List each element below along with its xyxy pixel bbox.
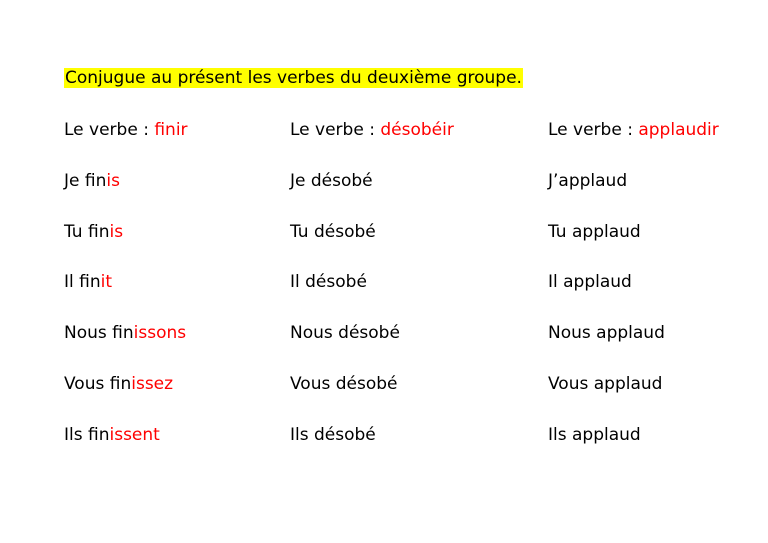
conjugation-row: Vous désobé bbox=[290, 373, 398, 394]
verb-name: désobéir bbox=[380, 120, 454, 140]
verb-ending: issez bbox=[131, 373, 174, 394]
column-desobeir bbox=[290, 118, 510, 474]
verb-ending: is bbox=[106, 170, 120, 191]
verb-name: applaudir bbox=[638, 120, 719, 140]
conjugation-row: Ils désobé bbox=[290, 424, 376, 445]
conjugation-row: Il applaud bbox=[548, 272, 632, 293]
verb-ending: it bbox=[100, 272, 113, 293]
pronoun: Nous bbox=[64, 323, 113, 344]
column-finir bbox=[64, 118, 284, 474]
verb-stem: fin bbox=[88, 424, 110, 445]
exercise-title bbox=[64, 66, 523, 90]
conjugation-row bbox=[64, 169, 284, 220]
conjugation-row: Vous applaud bbox=[548, 373, 663, 394]
pronoun: Ils bbox=[64, 424, 88, 445]
conjugation-row: Il désobé bbox=[290, 272, 367, 293]
conjugation-row bbox=[64, 270, 284, 321]
verb-header-desobeir bbox=[290, 118, 510, 169]
conjugation-row: Nous désobé bbox=[290, 323, 400, 344]
verb-ending: is bbox=[109, 221, 124, 242]
pronoun: Il bbox=[64, 272, 80, 293]
conjugation-row: Je désobé bbox=[290, 170, 373, 191]
verb-header-finir bbox=[64, 118, 284, 169]
verb-stem: fin bbox=[79, 272, 101, 293]
conjugation-row: Tu désobé bbox=[290, 221, 376, 242]
verb-stem: fin bbox=[84, 170, 107, 191]
pronoun: Tu bbox=[64, 221, 88, 242]
conjugation-row: Tu applaud bbox=[548, 221, 641, 242]
conjugation-row bbox=[64, 321, 284, 372]
conjugation-row: Nous applaud bbox=[548, 323, 665, 344]
conjugation-row: Ils applaud bbox=[548, 424, 641, 445]
verb-name: finir bbox=[154, 120, 188, 140]
pronoun: Je bbox=[64, 170, 85, 191]
verb-header-applaudir bbox=[548, 118, 768, 169]
exercise-title-text: Conjugue au présent les verbes du deuxième groupe. bbox=[65, 68, 522, 88]
verb-header-prefix: Le verbe : bbox=[548, 120, 639, 140]
conjugation-row bbox=[64, 220, 284, 271]
conjugation-row: J’applaud bbox=[548, 170, 628, 191]
verb-stem: fin bbox=[109, 373, 132, 394]
verb-stem: fin bbox=[112, 323, 134, 344]
verb-stem: fin bbox=[87, 221, 110, 242]
conjugation-row bbox=[64, 372, 284, 423]
column-applaudir bbox=[548, 118, 768, 474]
verb-ending: issent bbox=[109, 424, 160, 445]
verb-ending: issons bbox=[133, 323, 187, 344]
conjugation-row bbox=[64, 423, 284, 474]
verb-header-prefix: Le verbe : bbox=[64, 120, 155, 140]
pronoun: Vous bbox=[64, 373, 110, 394]
verb-header-prefix: Le verbe : bbox=[290, 120, 381, 140]
